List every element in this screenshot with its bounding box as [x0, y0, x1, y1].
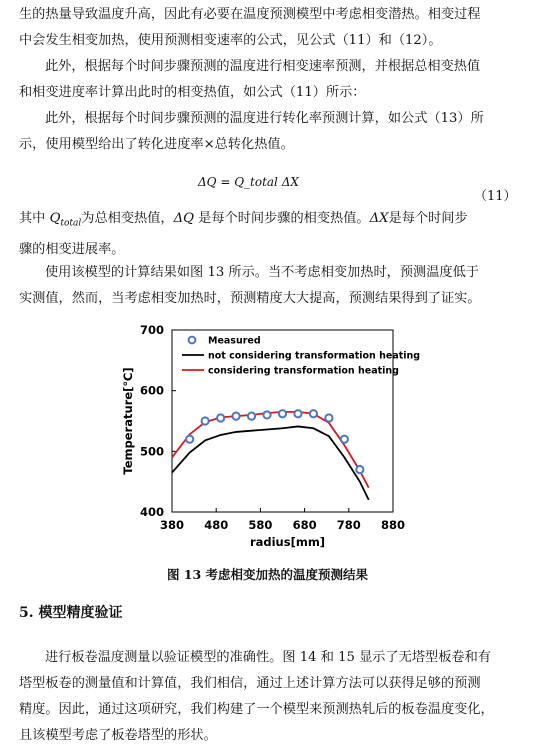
symbol-q-subscript: total	[60, 218, 82, 229]
text-line: 使用该模型的计算结果如图 13 所示。当不考虑相变加热时，预测温度低于	[45, 265, 479, 280]
text-line: 进行板卷温度测量以验证模型的准确性。图 14 和 15 显示了无塔型板卷和有	[45, 650, 491, 665]
measured-point	[310, 410, 317, 417]
text-line: 和相变进度率计算出此时的相变热值，如公式（11）所示：	[19, 85, 366, 100]
y-tick-label: 600	[139, 383, 164, 398]
section-heading: 5. 模型精度验证	[19, 605, 123, 621]
text-line: 生的热量导致温度升高，因此有必要在温度预测模型中考虑相变潜热。相变过程	[19, 7, 481, 22]
equation: ΔQ = Q_total ΔX	[198, 175, 299, 189]
paragraph-6	[19, 645, 535, 749]
measured-point	[325, 414, 332, 421]
y-axis-label: Temperature[℃]	[121, 367, 135, 475]
x-tick-label: 880	[380, 518, 406, 532]
equation-number: （11）	[474, 189, 517, 204]
measured-point	[217, 414, 224, 421]
symbol-dx: ΔX	[369, 211, 389, 226]
measured-point	[263, 411, 270, 418]
text-fragment: 是每个时间步	[388, 211, 468, 226]
legend-label: considering transformation heating	[208, 365, 399, 377]
text-fragment: 其中	[19, 211, 50, 226]
text-line: 塔型板卷的测量值和计算值，我们相信，通过上述计算方法可以获得足够的预测	[19, 676, 481, 691]
x-tick-label: 780	[336, 518, 361, 532]
x-tick-label: 380	[159, 518, 185, 532]
temperature-chart	[0, 318, 535, 558]
legend-label: Measured	[208, 335, 261, 347]
text-line: 中会发生相变加热，使用预测相变速率的公式，见公式（11）和（12）。	[19, 33, 442, 48]
paragraph-3	[19, 106, 535, 158]
measured-point	[341, 436, 348, 443]
y-tick-label: 500	[139, 444, 164, 459]
measured-point	[356, 466, 363, 473]
x-tick-label: 480	[204, 518, 229, 532]
text-line	[19, 206, 519, 237]
x-tick-label: 580	[248, 518, 273, 532]
symbol-q: Q	[49, 211, 61, 226]
text-line: 实测值，然而，当考虑相变加热时，预测精度大大提高，预测结果得到了证实。	[19, 291, 481, 306]
text-fragment: 为总相变热值，	[81, 211, 174, 226]
text-line: 精度。因此，通过这项研究，我们构建了一个模型来预测热轧后的板卷温度变化，	[19, 702, 494, 717]
figure-caption: 图 13 考虑相变加热的温度预测结果	[166, 567, 369, 582]
text-fragment: 是每个时间步骤的相变热值。	[193, 211, 370, 226]
y-tick-label: 400	[139, 505, 164, 519]
text-line: 此外，根据每个时间步骤预测的温度进行相变速率预测，并根据总相变热值	[45, 59, 481, 74]
paragraph-2	[19, 54, 535, 106]
legend-label: not considering transformation heating	[208, 350, 421, 362]
symbol-dq: ΔQ	[173, 211, 194, 226]
x-axis-label: radius[mm]	[249, 535, 326, 549]
measured-point	[294, 410, 301, 417]
paragraph-4	[19, 206, 519, 263]
measured-point	[279, 410, 286, 417]
text-line: 示，使用模型给出了转化进度率×总转化热值。	[19, 137, 294, 152]
y-tick-label: 700	[139, 323, 164, 337]
measured-point	[248, 413, 255, 420]
measured-point	[186, 436, 193, 443]
paragraph-1	[19, 2, 519, 54]
text-line: 且该模型考虑了板卷塔型的形状。	[19, 728, 217, 743]
legend-marker-measured	[189, 337, 196, 344]
x-tick-label: 680	[292, 518, 317, 532]
paragraph-5	[19, 260, 535, 312]
text-line: 骤的相变进展率。	[19, 241, 125, 257]
text-line: 此外，根据每个时间步骤预测的温度进行转化率预测计算，如公式（13）所	[45, 111, 484, 126]
measured-point	[202, 417, 209, 424]
measured-point	[232, 413, 239, 420]
